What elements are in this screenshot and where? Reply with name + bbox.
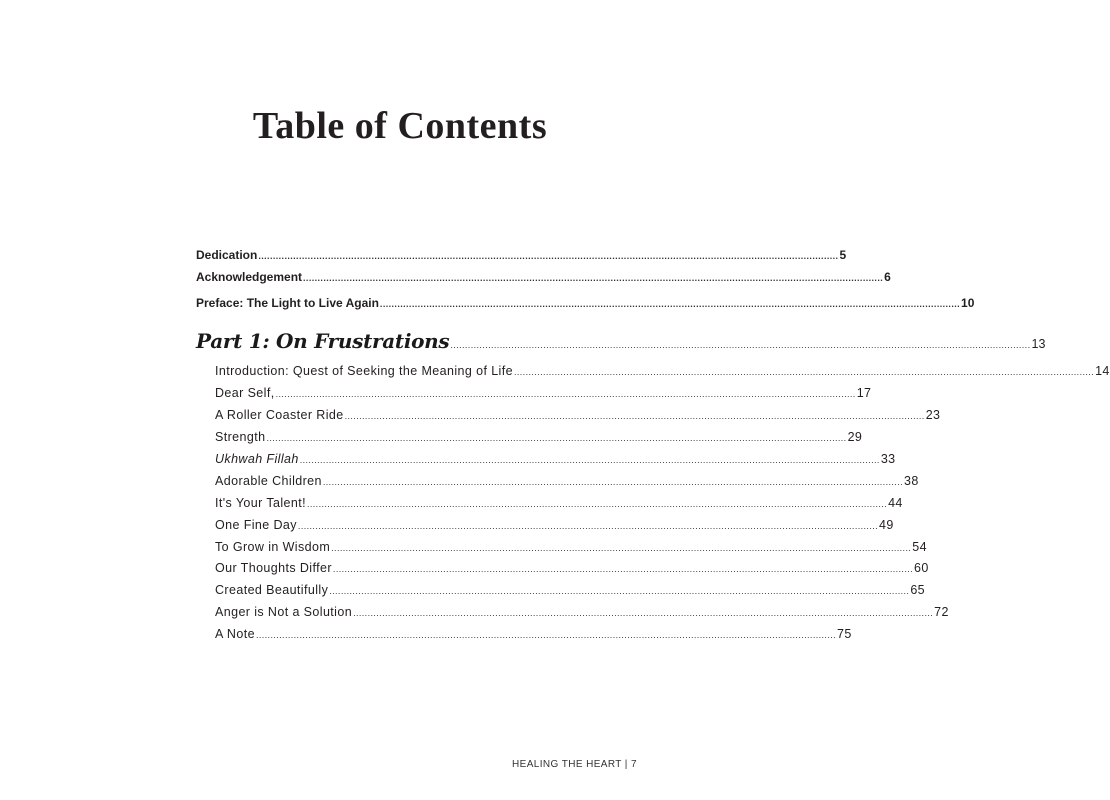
toc-entry-label: Our Thoughts Differ (215, 561, 332, 575)
footer-separator: | (624, 759, 628, 770)
toc-chapter-entry[interactable] (215, 560, 929, 577)
dot-leader: ........................................................................................................................................................................................................ (513, 367, 1095, 377)
dot-leader: ........................................................................................................................................................................................................ (450, 340, 1031, 350)
toc-entry-page: 49 (879, 518, 894, 532)
running-footer (512, 759, 637, 770)
dot-leader: ........................................................................................................................................................................................................ (306, 499, 888, 509)
dot-leader: ........................................................................................................................................................................................................ (275, 389, 856, 399)
toc-entry-page: 72 (934, 605, 949, 619)
dot-leader: ........................................................................................................................................................................................................ (322, 477, 903, 487)
toc-entry-label: Created Beautifully (215, 583, 329, 597)
toc-entry-page: 60 (914, 561, 929, 575)
toc-entry-page: 6 (884, 270, 891, 284)
dot-leader: ........................................................................................................................................................................................................ (266, 433, 847, 443)
toc-entry-page: 54 (912, 540, 927, 554)
dot-leader: ........................................................................................................................................................................................................ (255, 630, 837, 640)
toc-entry-label: A Roller Coaster Ride (215, 408, 344, 422)
toc-entry-label: Dedication (196, 248, 258, 262)
dot-leader: ........................................................................................................................................................................................................ (353, 608, 934, 618)
toc-entry-label: One Fine Day (215, 518, 297, 532)
toc-entry-page: 33 (880, 452, 896, 466)
toc-chapter-entry[interactable] (215, 626, 852, 643)
toc-part-heading[interactable] (196, 329, 1046, 353)
dot-leader: ........................................................................................................................................................................................................ (258, 251, 839, 261)
toc-chapter-entry[interactable] (215, 495, 903, 512)
toc-chapter-entry[interactable] (215, 451, 896, 468)
toc-entry-page: 23 (925, 408, 941, 422)
toc-entry-page: 10 (961, 296, 975, 310)
toc-entry-page: 5 (839, 248, 847, 262)
toc-chapter-entry[interactable] (215, 473, 919, 490)
dot-leader: ........................................................................................................................................................................................................ (331, 543, 912, 553)
toc-entry-label: Preface: The Light to Live Again (196, 296, 379, 310)
dot-leader: ........................................................................................................................................................................................................ (329, 586, 910, 596)
toc-entry-label: It's Your Talent! (215, 496, 306, 510)
dot-leader: ........................................................................................................................................................................................................ (299, 455, 880, 465)
toc-entry-page: 44 (888, 496, 903, 510)
toc-entry-preface[interactable] (196, 295, 975, 312)
toc-entry-label: Anger is Not a Solution (215, 605, 353, 619)
toc-entry-label: To Grow in Wisdom (215, 540, 331, 554)
toc-entry-dedication[interactable] (196, 247, 847, 264)
footer-book-title: HEALING THE HEART (512, 759, 622, 770)
toc-chapter-entry[interactable] (215, 539, 927, 556)
toc-entry-label: Adorable Children (215, 474, 322, 488)
toc-entry-label: Acknowledgement (196, 270, 303, 284)
toc-chapter-entry[interactable] (215, 385, 872, 402)
part-title: Part 1: On Frustrations (196, 329, 450, 353)
toc-entry-page: 17 (856, 386, 872, 400)
page-title: Table of Contents (252, 105, 548, 147)
footer-page-number: 7 (630, 759, 637, 770)
toc-entry-label: Strength (215, 430, 266, 444)
toc-entry-page: 65 (910, 583, 926, 597)
dot-leader: ........................................................................................................................................................................................................ (332, 564, 914, 574)
toc-chapter-entry[interactable] (215, 604, 949, 621)
toc-chapter-entry[interactable] (215, 363, 1110, 380)
toc-entry-page: 29 (847, 430, 863, 444)
toc-entry-label: Dear Self, (215, 386, 275, 400)
toc-entry-page: 13 (1031, 337, 1046, 351)
toc-chapter-entry[interactable] (215, 407, 941, 424)
toc-entry-label: Ukhwah Fillah (215, 452, 299, 466)
toc-chapter-entry[interactable] (215, 517, 894, 534)
toc-entry-label: A Note (215, 627, 255, 641)
toc-chapter-entry[interactable] (215, 429, 863, 446)
toc-entry-page: 14 (1095, 364, 1110, 378)
toc-entry-page: 75 (837, 627, 852, 641)
toc-entry-acknowledgement[interactable] (196, 269, 891, 286)
dot-leader: ........................................................................................................................................................................................................ (379, 299, 961, 309)
dot-leader: ........................................................................................................................................................................................................ (303, 273, 884, 283)
toc-entry-page: 38 (903, 474, 919, 488)
dot-leader: ........................................................................................................................................................................................................ (297, 521, 879, 531)
toc-chapter-entry[interactable] (215, 582, 926, 599)
dot-leader: ........................................................................................................................................................................................................ (344, 411, 925, 421)
toc-entry-label: Introduction: Quest of Seeking the Meaning of Life (215, 364, 513, 378)
